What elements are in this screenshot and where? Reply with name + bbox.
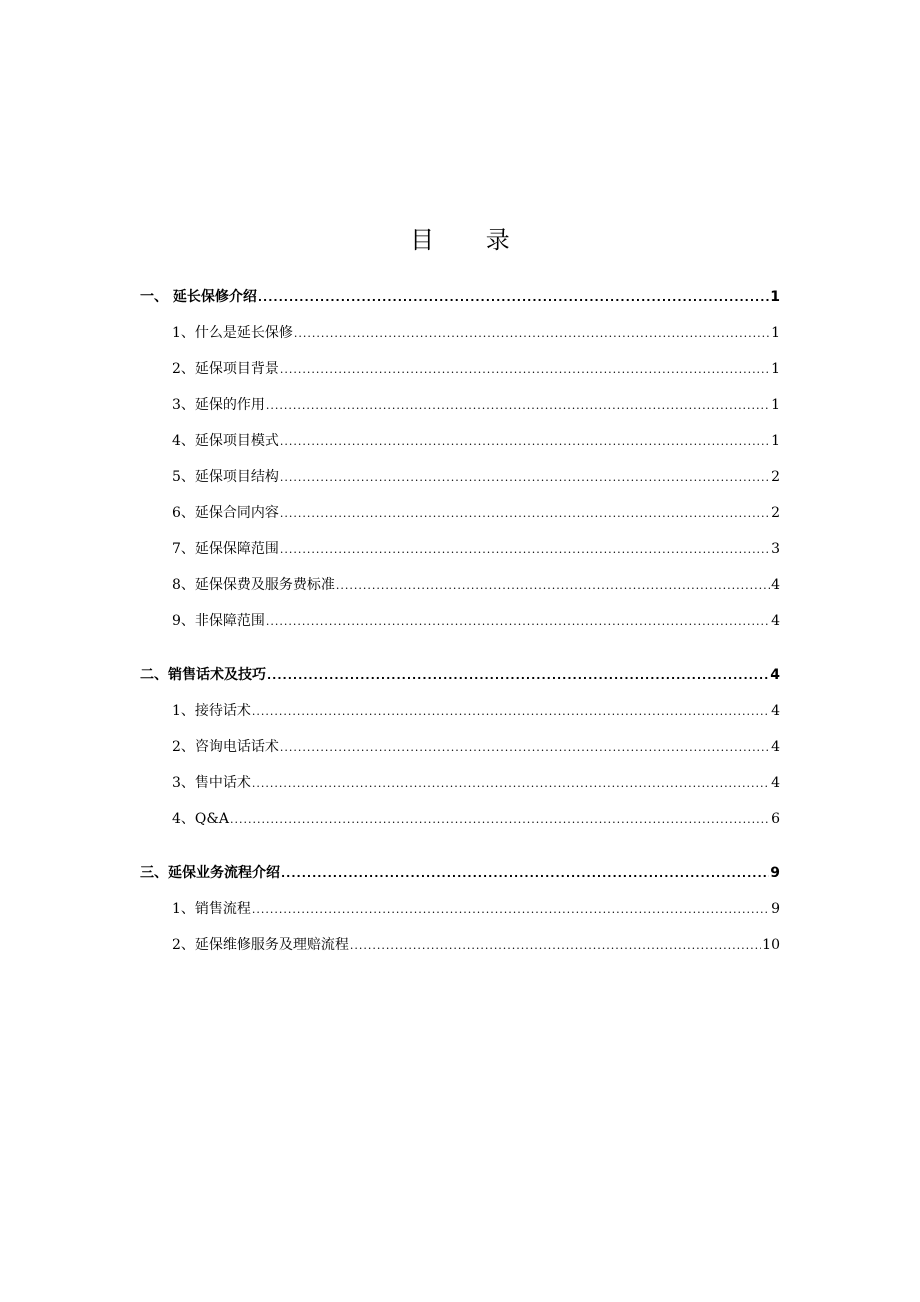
toc-item-label: 1、销售流程 <box>172 901 251 917</box>
toc-item[interactable] <box>140 573 780 609</box>
toc-item-label: 4、Q&A <box>172 811 229 827</box>
toc-page-number: 4 <box>771 703 780 719</box>
toc-section-1[interactable] <box>140 285 780 321</box>
toc-item-label: 6、延保合同内容 <box>172 505 279 521</box>
toc-item[interactable] <box>140 429 780 465</box>
toc-page-number: 4 <box>771 613 780 629</box>
toc-item[interactable] <box>140 897 780 933</box>
dot-leader <box>336 574 770 598</box>
toc-page-number: 4 <box>771 775 780 791</box>
dot-leader <box>280 538 770 562</box>
toc-page-number: 2 <box>771 505 780 521</box>
dot-leader <box>350 934 761 958</box>
toc-item[interactable] <box>140 771 780 807</box>
dot-leader <box>280 736 770 760</box>
dot-leader <box>280 358 770 382</box>
toc-item[interactable] <box>140 321 780 357</box>
toc-item[interactable] <box>140 735 780 771</box>
toc-item[interactable] <box>140 609 780 645</box>
toc-item-label: 2、咨询电话话术 <box>172 739 279 755</box>
toc-section-3[interactable] <box>140 861 780 897</box>
dot-leader <box>252 700 770 724</box>
toc-item-label: 1、什么是延长保修 <box>172 325 293 341</box>
toc-page-number: 1 <box>771 397 780 413</box>
toc-page-number: 2 <box>771 469 780 485</box>
toc-page-number: 3 <box>771 541 780 557</box>
toc-item[interactable] <box>140 465 780 501</box>
toc-item[interactable] <box>140 501 780 537</box>
toc-item[interactable] <box>140 699 780 735</box>
toc-item-label: 4、延保项目模式 <box>172 433 279 449</box>
toc-title: 目 录 <box>410 226 532 254</box>
toc-page-number: 10 <box>762 937 780 953</box>
dot-leader <box>230 808 770 832</box>
table-of-contents <box>140 285 780 969</box>
toc-item[interactable] <box>140 357 780 393</box>
dot-leader <box>252 898 770 922</box>
toc-page-number: 9 <box>771 901 780 917</box>
toc-item-label: 3、售中话术 <box>172 775 251 791</box>
dot-leader <box>267 664 769 688</box>
toc-section-2[interactable] <box>140 663 780 699</box>
toc-item-label: 2、延保维修服务及理赔流程 <box>172 937 349 953</box>
toc-item[interactable] <box>140 537 780 573</box>
toc-item-label: 8、延保保费及服务费标准 <box>172 577 335 593</box>
toc-item-label: 3、延保的作用 <box>172 397 265 413</box>
toc-page-number: 4 <box>771 739 780 755</box>
toc-section-label: 一、 延长保修介绍 <box>140 289 257 305</box>
toc-item-label: 1、接待话术 <box>172 703 251 719</box>
toc-page-number: 1 <box>771 325 780 341</box>
toc-page-number: 1 <box>771 361 780 377</box>
toc-item[interactable] <box>140 807 780 843</box>
toc-item[interactable] <box>140 933 780 969</box>
dot-leader <box>266 610 770 634</box>
toc-section-label: 二、销售话术及技巧 <box>140 667 266 683</box>
toc-page-number: 1 <box>771 433 780 449</box>
dot-leader <box>280 430 770 454</box>
dot-leader <box>266 394 770 418</box>
toc-page-number: 1 <box>770 289 780 305</box>
toc-page-number: 9 <box>770 865 780 881</box>
dot-leader <box>258 286 769 310</box>
toc-item[interactable] <box>140 393 780 429</box>
toc-page-number: 6 <box>771 811 780 827</box>
dot-leader <box>280 502 770 526</box>
toc-page-number: 4 <box>771 577 780 593</box>
dot-leader <box>281 862 769 886</box>
dot-leader <box>280 466 770 490</box>
toc-item-label: 9、非保障范围 <box>172 613 265 629</box>
dot-leader <box>294 322 770 346</box>
toc-page-number: 4 <box>770 667 780 683</box>
toc-item-label: 5、延保项目结构 <box>172 469 279 485</box>
toc-item-label: 7、延保保障范围 <box>172 541 279 557</box>
toc-section-label: 三、延保业务流程介绍 <box>140 865 280 881</box>
dot-leader <box>252 772 770 796</box>
toc-item-label: 2、延保项目背景 <box>172 361 279 377</box>
